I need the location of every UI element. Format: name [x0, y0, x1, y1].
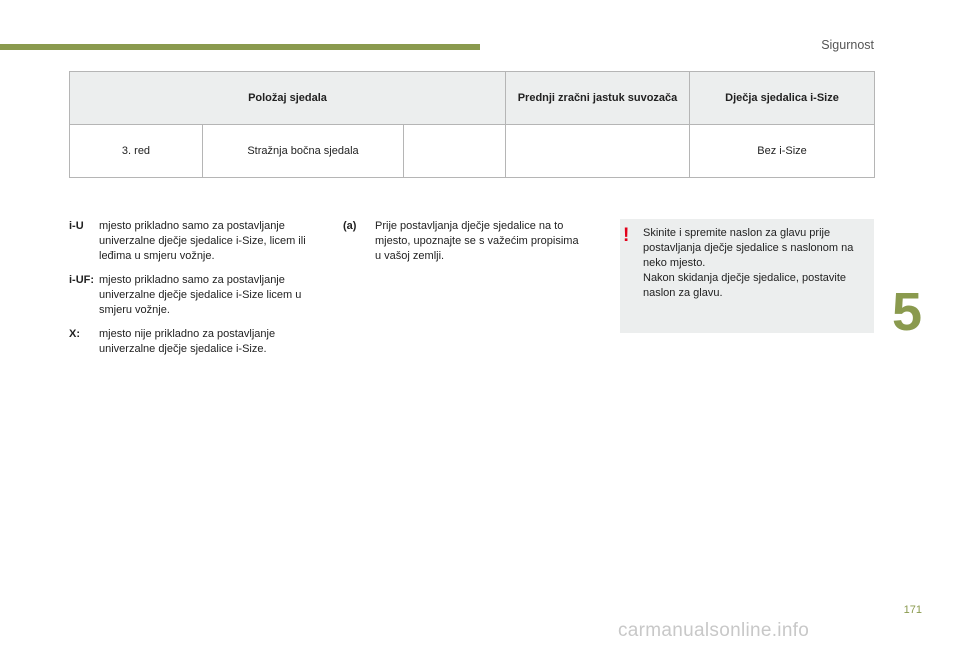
note-text: Prije postavljanja dječje sjedalice na to mjesto, upoznajte se s važećim propisima u vašoj zemlji. — [375, 220, 579, 262]
legend-text: mjesto prikladno samo za postavljanje univerzalne dječje sjedalice i-Size licem u smjeru vožnje. — [99, 274, 302, 316]
airbag-cell — [506, 125, 690, 178]
warning-text — [643, 226, 869, 301]
warning-line-1: Skinite i spremite naslon za glavu prije postavljanja dječje sjedalice s naslonom na neko mjesto. — [643, 227, 854, 269]
isize-value: Bez i-Size — [690, 125, 875, 178]
row-label: 3. red — [70, 125, 203, 178]
legend-list — [69, 219, 329, 366]
exclamation-icon: ! — [623, 225, 630, 246]
note-key: (a) — [343, 220, 357, 232]
empty-cell — [404, 125, 506, 178]
page-number: 171 — [903, 604, 922, 616]
header-accent-bar — [0, 44, 480, 50]
seat-table — [69, 71, 874, 178]
warning-box — [620, 219, 874, 333]
seat-name: Stražnja bočna sjedala — [203, 125, 404, 178]
section-title: Sigurnost — [821, 38, 874, 52]
legend-text: mjesto nije prikladno za postavljanje univerzalne dječje sjedalice i-Size. — [99, 328, 276, 355]
chapter-number: 5 — [891, 282, 922, 342]
legend-text: mjesto prikladno samo za postavljanje univerzalne dječje sjedalice i-Size, licem ili leđima u smjeru vožnje. — [99, 220, 306, 262]
legend-key: X: — [69, 328, 80, 340]
note-a — [343, 219, 583, 273]
legend-item — [69, 327, 329, 357]
legend-key: i-U — [69, 220, 84, 232]
warning-line-2: Nakon skidanja dječje sjedalice, postavite naslon za glavu. — [643, 272, 847, 299]
legend-item — [69, 219, 329, 264]
table-row — [70, 125, 875, 178]
legend-item — [69, 273, 329, 318]
header-airbag: Prednji zračni jastuk suvozača — [506, 72, 690, 125]
header-isize: Dječja sjedalica i-Size — [690, 72, 875, 125]
watermark: carmanualsonline.info — [618, 620, 810, 641]
legend-key: i-UF: — [69, 274, 95, 286]
header-position: Položaj sjedala — [70, 72, 506, 125]
